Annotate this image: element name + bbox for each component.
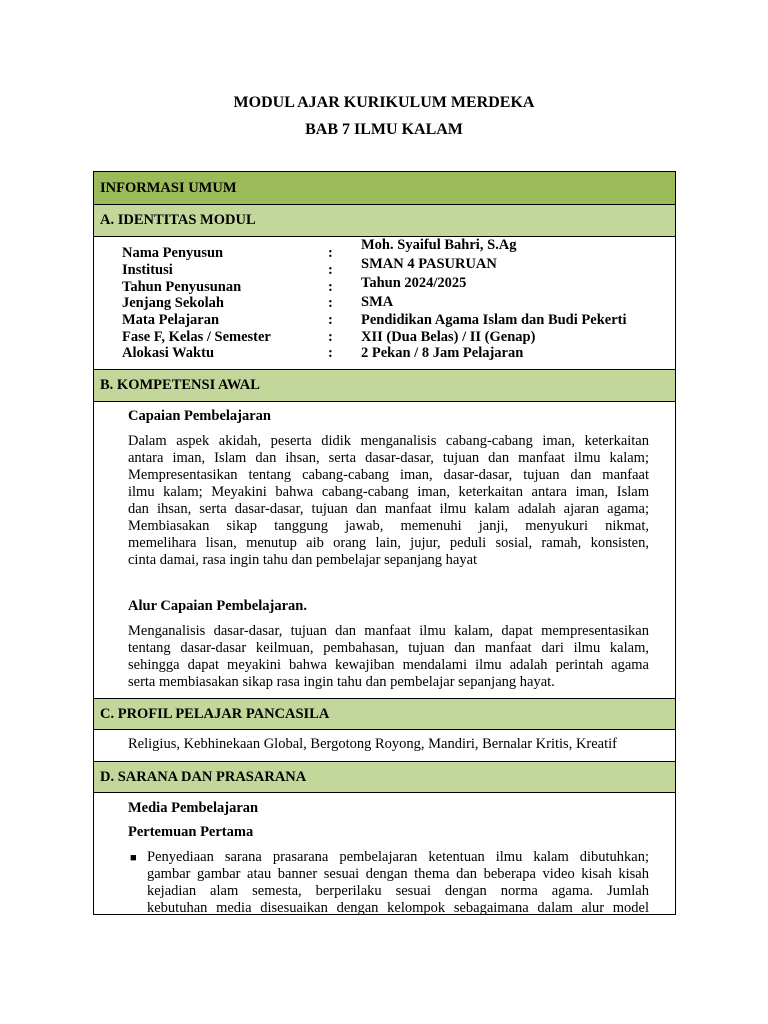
capaian-pembelajaran-heading: Capaian Pembelajaran: [128, 408, 271, 424]
value-tahun-penyusunan: Tahun 2024/2025: [361, 275, 467, 291]
colon: :: [328, 262, 333, 278]
label-tahun-penyusunan: Tahun Penyusunan: [122, 279, 242, 295]
pertemuan-pertama-heading: Pertemuan Pertama: [128, 824, 254, 840]
colon: :: [328, 245, 333, 261]
label-fase-kelas-semester: Fase F, Kelas / Semester: [122, 329, 271, 345]
label-alokasi-waktu: Alokasi Waktu: [122, 345, 215, 361]
section-header-informasi-umum: [94, 172, 675, 205]
colon: :: [328, 279, 333, 295]
label-institusi: Institusi: [122, 262, 173, 278]
text-line: Dalam aspek akidah, peserta didik menganalisis cabang-cabang iman, keterkaitan: [128, 433, 649, 449]
label-nama-penyusun: Nama Penyusun: [122, 245, 224, 261]
text-line: Mempresentasikan tentang cabang-cabang iman, dasar-dasar, tujuan dan manfaat: [128, 467, 649, 483]
section-header-kompetensi-awal: [94, 369, 675, 402]
text-line: ilmu kalam; Meyakini bahwa cabang-cabang iman, keterkaitan antara iman, Islam: [128, 484, 649, 500]
kompetensi-awal-body: [94, 402, 675, 698]
profil-pelajar-text: [128, 736, 649, 753]
value-alokasi-waktu: 2 Pekan / 8 Jam Pelajaran: [361, 345, 524, 361]
module-info-table: [93, 171, 676, 915]
text-line: tentang dasar-dasar keilmuan, pembahasan, tujuan dan manfaat dari ilmu kalam,: [128, 640, 649, 656]
section-title: INFORMASI UMUM: [100, 179, 237, 196]
section-title: B. KOMPETENSI AWAL: [100, 377, 260, 393]
text-line: Membiasakan sikap tanggung jawab, memenuhi janji, menyukuri nikmat,: [128, 518, 649, 534]
document-subtitle: BAB 7 ILMU KALAM: [305, 121, 463, 138]
colon: :: [328, 312, 333, 328]
text-line: cinta damai, rasa ingin tahu dan pembelajar sepanjang hayat: [128, 552, 478, 568]
text-line: sehingga dapat meyakini bahwa kewajiban mendalami ilmu adalah perintah agama: [128, 657, 649, 673]
value-jenjang-sekolah: SMA: [361, 294, 394, 310]
value-mata-pelajaran: Pendidikan Agama Islam dan Budi Pekerti: [361, 312, 627, 328]
value-institusi: SMAN 4 PASURUAN: [361, 256, 497, 272]
text-line: antara iman, Islam dan ihsan, serta dasar-dasar, tujuan dan manfaat ilmu kalam;: [128, 450, 649, 466]
media-pembelajaran-heading: Media Pembelajaran: [128, 800, 259, 816]
section-header-sarana-prasarana: [94, 761, 675, 793]
bullet-item-text: [147, 849, 649, 915]
section-title: A. IDENTITAS MODUL: [100, 212, 256, 228]
section-header-profil-pelajar-pancasila: [94, 698, 675, 730]
colon: :: [328, 345, 333, 361]
text-line: gambar gambar atau banner sesuai dengan thema dan beberapa video kisah kisah: [147, 866, 649, 882]
text-line: kebutuhan media disesuaikan dengan kelompok sebagaimana dalam alur model: [147, 900, 649, 915]
identitas-modul-body: [94, 237, 675, 369]
bullet-square-icon: ■: [130, 852, 137, 864]
text-line: memelihara lisan, menutup aib orang lain, jujur, peduli sosial, ramah, konsisten,: [128, 535, 649, 551]
value-nama-penyusun: Moh. Syaiful Bahri, S.Ag: [361, 237, 517, 253]
text-line: Religius, Kebhinekaan Global, Bergotong Royong, Mandiri, Bernalar Kritis, Kreatif: [128, 736, 618, 752]
text-line: Penyediaan sarana prasarana pembelajaran ketentuan ilmu kalam dibutuhkan;: [147, 849, 649, 865]
alur-capaian-text: [128, 623, 649, 691]
section-title: D. SARANA DAN PRASARANA: [100, 768, 307, 785]
colon: :: [328, 329, 333, 345]
text-line: kejadian alam semesta, berperilaku sesuai dengan norma agama. Jumlah: [147, 883, 649, 899]
profil-pelajar-body: [94, 730, 675, 761]
document-title: MODUL AJAR KURIKULUM MERDEKA: [233, 94, 535, 111]
alur-capaian-heading: Alur Capaian Pembelajaran.: [128, 598, 307, 614]
colon: :: [328, 295, 333, 311]
section-title: C. PROFIL PELAJAR PANCASILA: [100, 705, 330, 722]
text-line: serta membiasakan sikap rasa ingin tahu dan pembelajar sepanjang hayat.: [128, 674, 555, 690]
label-mata-pelajaran: Mata Pelajaran: [122, 312, 220, 328]
sarana-prasarana-body: [94, 793, 675, 915]
capaian-pembelajaran-text: [128, 433, 649, 569]
section-header-identitas-modul: [94, 205, 675, 237]
text-line: Menganalisis dasar-dasar, tujuan dan manfaat ilmu kalam, dapat mempresentasikan: [128, 623, 649, 639]
label-jenjang-sekolah: Jenjang Sekolah: [122, 295, 224, 311]
value-fase-kelas-semester: XII (Dua Belas) / II (Genap): [361, 329, 536, 345]
text-line: dan ihsan, serta dasar-dasar, tujuan dan manfaat ilmu kalam adalah ajaran agama;: [128, 501, 649, 517]
